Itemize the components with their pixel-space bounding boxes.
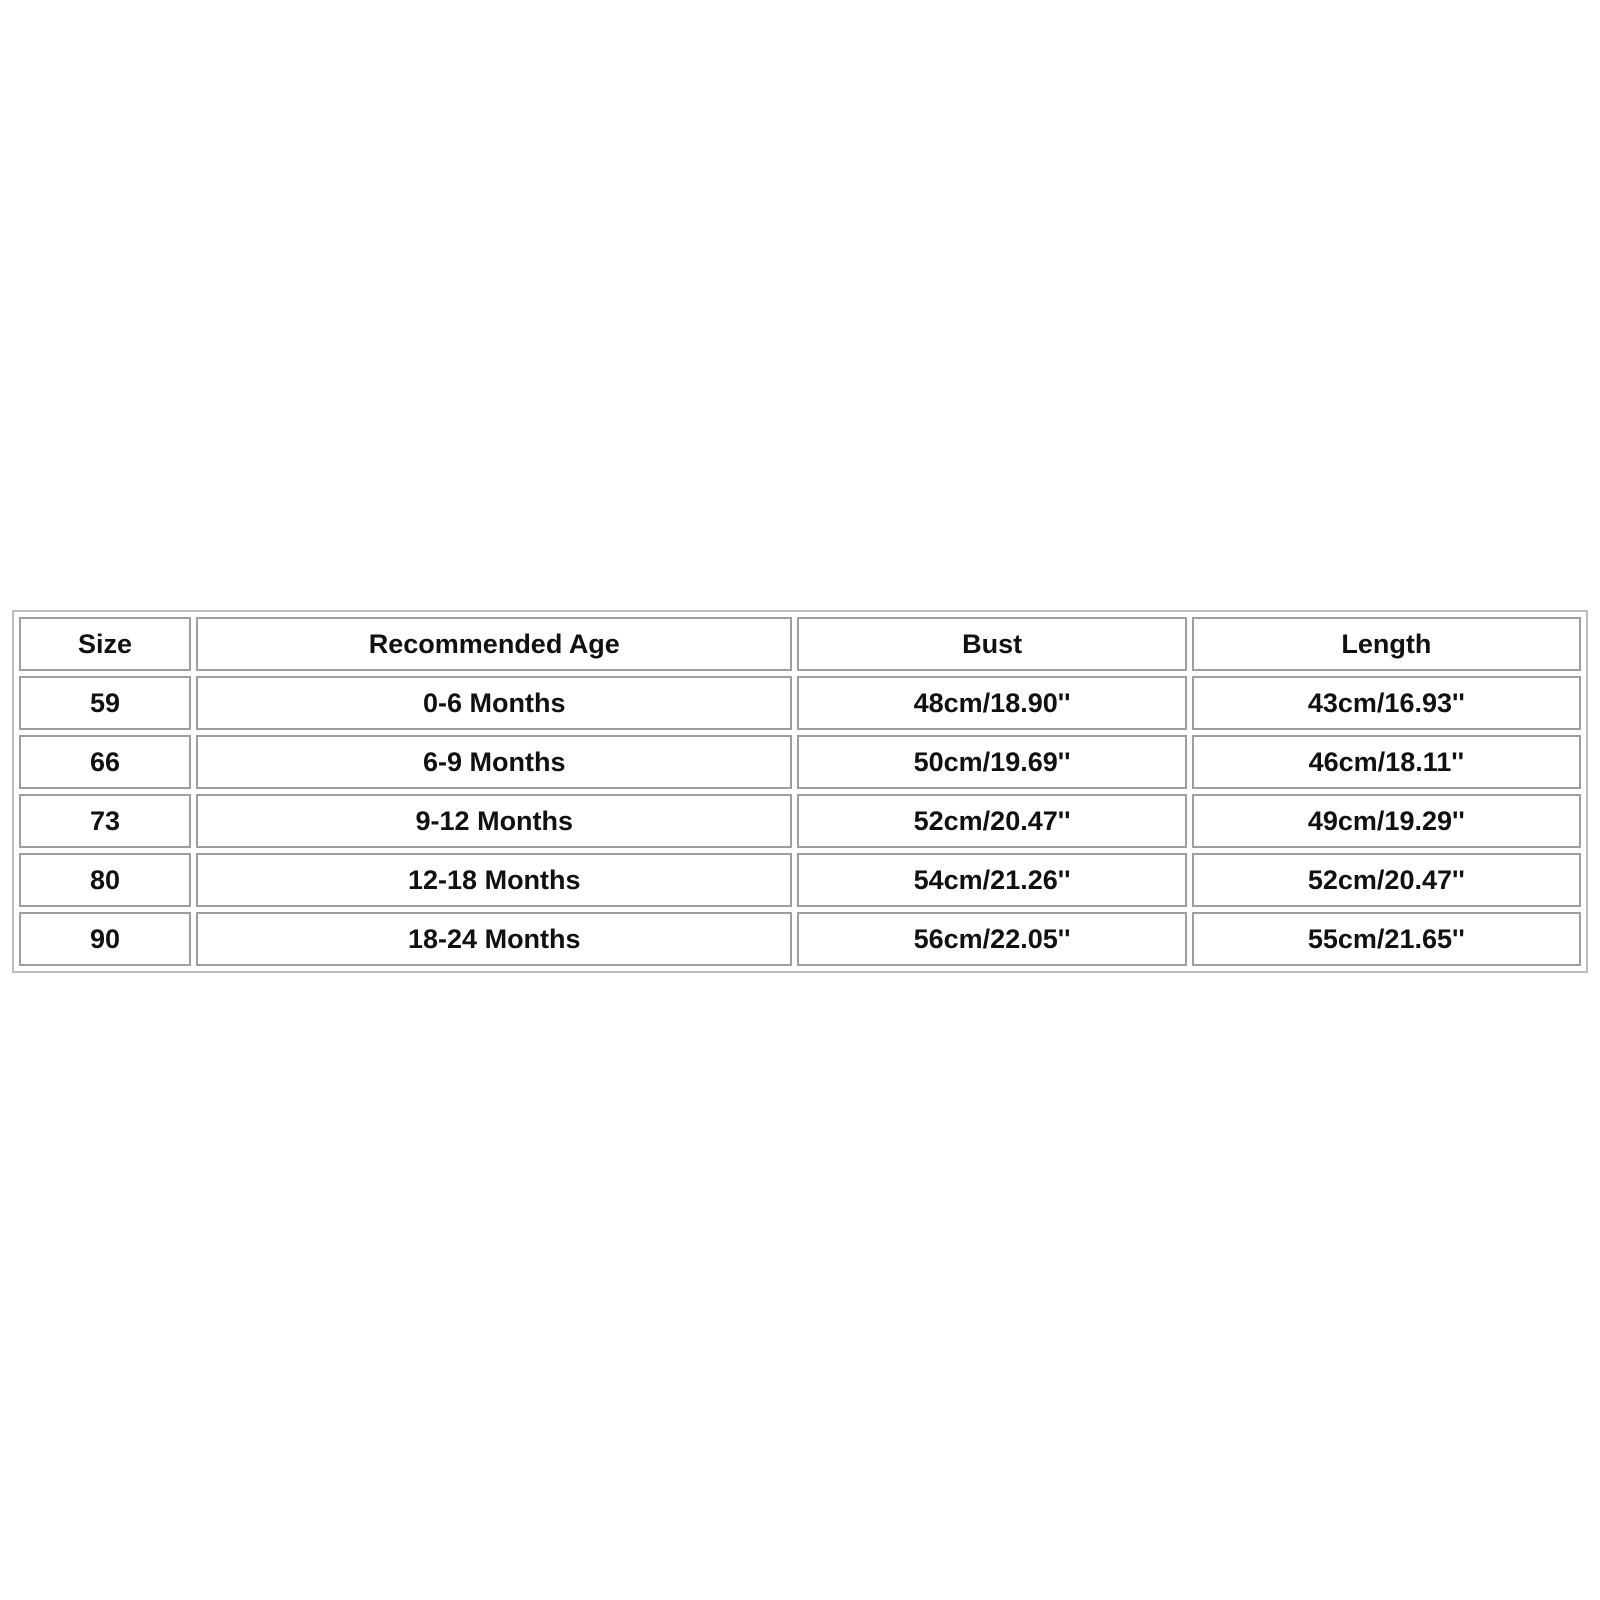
cell-size: 66	[19, 735, 191, 789]
cell-size: 90	[19, 912, 191, 966]
cell-size: 59	[19, 676, 191, 730]
cell-length: 49cm/19.29''	[1192, 794, 1581, 848]
cell-age: 12-18 Months	[196, 853, 792, 907]
cell-bust: 50cm/19.69''	[797, 735, 1186, 789]
cell-age: 6-9 Months	[196, 735, 792, 789]
cell-bust: 54cm/21.26''	[797, 853, 1186, 907]
header-length: Length	[1192, 617, 1581, 671]
cell-bust: 48cm/18.90''	[797, 676, 1186, 730]
cell-length: 52cm/20.47''	[1192, 853, 1581, 907]
cell-bust: 56cm/22.05''	[797, 912, 1186, 966]
header-row	[19, 617, 1581, 671]
header-bust: Bust	[797, 617, 1186, 671]
header-size: Size	[19, 617, 191, 671]
cell-length: 43cm/16.93''	[1192, 676, 1581, 730]
cell-age: 0-6 Months	[196, 676, 792, 730]
size-chart-table	[12, 610, 1588, 973]
cell-length: 55cm/21.65''	[1192, 912, 1581, 966]
table-row	[19, 853, 1581, 907]
table-row	[19, 676, 1581, 730]
table-row	[19, 912, 1581, 966]
table-row	[19, 794, 1581, 848]
cell-age: 9-12 Months	[196, 794, 792, 848]
cell-size: 73	[19, 794, 191, 848]
cell-bust: 52cm/20.47''	[797, 794, 1186, 848]
cell-age: 18-24 Months	[196, 912, 792, 966]
table-row	[19, 735, 1581, 789]
cell-length: 46cm/18.11''	[1192, 735, 1581, 789]
header-recommended-age: Recommended Age	[196, 617, 792, 671]
cell-size: 80	[19, 853, 191, 907]
